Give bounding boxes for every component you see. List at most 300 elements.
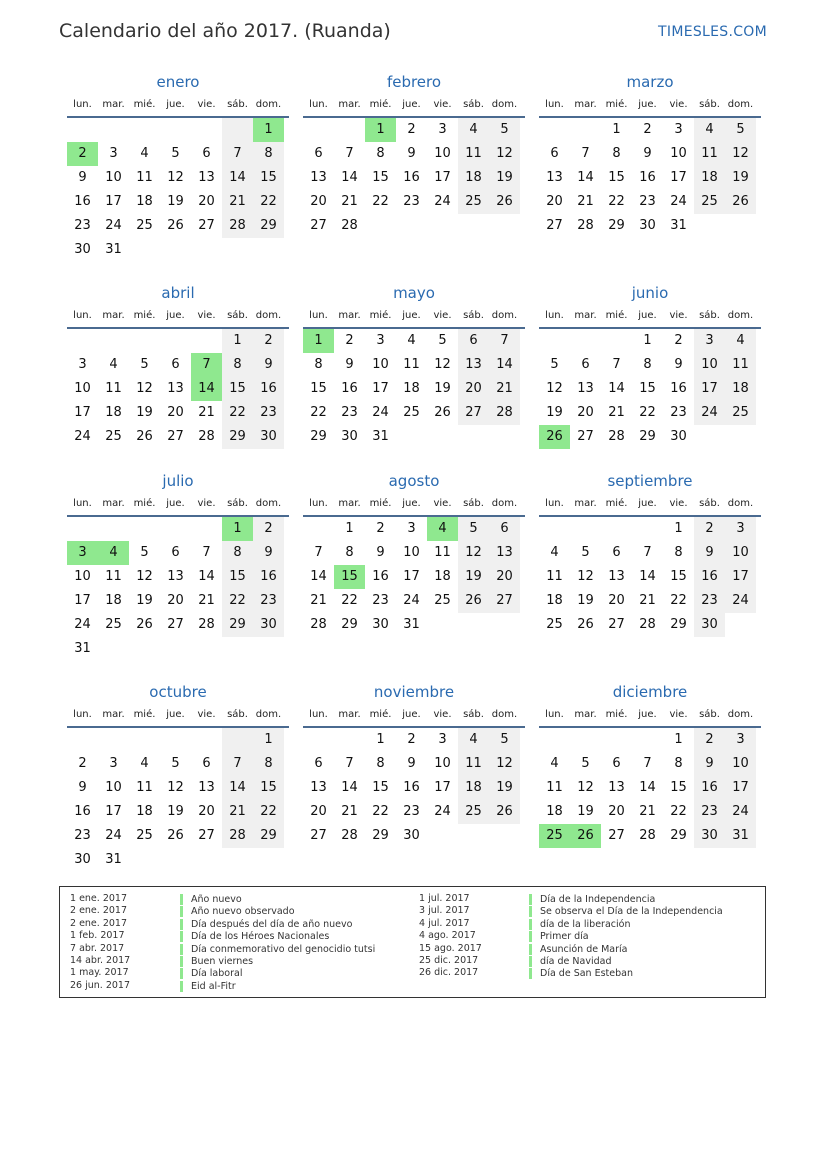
day-cell: 7 [345,146,354,161]
day-cell: 12 [725,142,756,166]
day-cell: 16 [639,170,656,185]
day-blank [160,118,191,142]
day-cell: 3 [376,333,385,348]
month-name: febrero [386,73,442,91]
day-cell: 5 [581,756,590,771]
day-cell-holiday: 25 [539,824,570,848]
day-cell: 18 [546,804,563,819]
day-cell: 6 [171,545,180,560]
weekday-label: mié. [369,310,392,321]
day-blank [67,728,98,752]
weekday-label: jue. [402,310,421,321]
day-cell: 30 [694,824,725,848]
weekday-label: jue. [402,498,421,509]
month-agosto [303,470,525,637]
day-cell: 6 [171,357,180,372]
day-cell: 9 [345,357,354,372]
day-cell: 4 [407,333,416,348]
day-grid [303,728,525,848]
day-cell: 14 [341,780,358,795]
day-cell: 27 [198,828,215,843]
day-cell: 28 [639,617,656,632]
legend-date: 1 may. 2017 [70,967,129,979]
day-cell: 13 [198,170,215,185]
day-cell: 16 [372,569,389,584]
legend-date: 1 jul. 2017 [419,893,470,904]
day-cell: 13 [310,170,327,185]
day-cell: 21 [577,194,594,209]
day-cell: 6 [612,756,621,771]
day-cell: 19 [577,593,594,608]
day-blank [67,329,98,353]
day-blank [570,118,601,142]
weekday-label: jue. [166,709,185,720]
day-cell: 11 [105,381,122,396]
day-cell: 6 [202,756,211,771]
day-cell: 24 [434,804,451,819]
day-cell: 28 [341,828,358,843]
day-blank [98,329,129,353]
weekday-label: mié. [605,498,628,509]
day-cell: 6 [458,329,489,353]
day-cell: 8 [674,756,683,771]
day-cell: 12 [577,569,594,584]
day-cell: 14 [310,569,327,584]
weekday-label: jue. [166,99,185,110]
day-cell: 23 [253,401,284,425]
month-julio [67,470,289,661]
day-cell: 5 [581,545,590,560]
day-cell: 21 [198,405,215,420]
day-cell: 18 [136,804,153,819]
legend-date: 25 dic. 2017 [419,954,479,966]
day-cell: 17 [105,194,122,209]
day-cell: 3 [725,517,756,541]
day-cell: 8 [222,353,253,377]
day-cell: 9 [376,545,385,560]
day-cell: 10 [694,353,725,377]
day-cell: 17 [725,776,756,800]
day-blank [303,728,334,752]
day-cell: 1 [643,333,652,348]
day-cell: 29 [253,214,284,238]
day-cell: 31 [74,641,91,656]
month-name: abril [161,284,195,302]
day-blank [129,329,160,353]
day-cell: 3 [694,329,725,353]
day-cell: 5 [140,357,149,372]
day-cell: 5 [550,357,559,372]
day-cell: 12 [136,569,153,584]
day-cell: 27 [310,218,327,233]
day-cell: 23 [639,194,656,209]
day-cell: 10 [725,752,756,776]
legend-date: 2 ene. 2017 [70,905,127,917]
day-cell: 2 [643,122,652,137]
weekday-label: sáb. [463,310,484,321]
day-cell: 14 [222,166,253,190]
day-cell: 20 [167,593,184,608]
weekday-label: lun. [309,498,328,509]
day-cell: 13 [167,381,184,396]
day-cell: 30 [253,425,284,449]
day-cell: 11 [136,780,153,795]
day-cell: 20 [608,593,625,608]
day-cell: 16 [694,565,725,589]
day-cell: 4 [109,357,118,372]
weekday-label: sáb. [699,310,720,321]
day-cell: 11 [458,752,489,776]
weekday-label: lun. [545,310,564,321]
day-cell: 6 [489,517,520,541]
day-cell: 15 [372,170,389,185]
day-cell: 24 [694,401,725,425]
day-blank [129,118,160,142]
day-cell: 24 [372,405,389,420]
day-cell: 6 [202,146,211,161]
day-cell: 20 [167,405,184,420]
day-cell: 10 [403,545,420,560]
day-cell: 17 [670,170,687,185]
weekday-label: lun. [545,709,564,720]
weekday-label: mar. [574,498,597,509]
day-cell: 22 [372,194,389,209]
day-cell: 31 [105,852,122,867]
day-cell: 1 [222,329,253,353]
day-cell-holiday: 1 [365,118,396,142]
weekday-label: sáb. [699,709,720,720]
weekday-label: jue. [638,99,657,110]
day-cell: 29 [253,824,284,848]
day-cell: 15 [253,776,284,800]
day-blank [191,329,222,353]
day-grid [303,517,525,637]
day-cell: 8 [612,146,621,161]
day-cell: 10 [372,357,389,372]
day-cell: 26 [136,429,153,444]
weekday-label: jue. [638,709,657,720]
day-cell: 16 [670,381,687,396]
day-cell: 12 [577,780,594,795]
weekday-label: mar. [574,310,597,321]
weekday-label: dom. [491,498,518,509]
weekday-label: dom. [491,709,518,720]
day-cell: 31 [372,429,389,444]
day-blank [601,517,632,541]
day-cell: 19 [577,804,594,819]
day-cell: 5 [140,545,149,560]
day-cell: 13 [489,541,520,565]
day-cell: 8 [253,142,284,166]
day-cell: 19 [458,565,489,589]
day-cell: 9 [407,756,416,771]
day-cell: 18 [136,194,153,209]
day-cell: 6 [314,146,323,161]
day-cell: 14 [608,381,625,396]
weekday-label: vie. [197,498,216,509]
day-cell: 21 [222,800,253,824]
day-cell: 21 [489,377,520,401]
weekday-label: vie. [197,709,216,720]
day-cell: 7 [581,146,590,161]
day-cell: 7 [345,756,354,771]
month-name: julio [162,472,194,490]
month-name: marzo [626,73,674,91]
day-cell: 20 [310,194,327,209]
month-febrero [303,71,525,238]
day-cell: 20 [198,804,215,819]
day-cell: 18 [458,776,489,800]
legend-holiday-name: Día después del día de año nuevo [180,919,352,930]
day-cell: 29 [670,617,687,632]
day-cell: 13 [577,381,594,396]
day-cell: 13 [310,780,327,795]
month-diciembre [539,681,761,848]
day-cell: 21 [310,593,327,608]
day-cell: 27 [608,828,625,843]
day-cell: 28 [222,214,253,238]
day-cell: 25 [434,593,451,608]
day-cell: 14 [639,780,656,795]
day-cell: 10 [434,756,451,771]
day-cell: 2 [694,517,725,541]
day-cell: 3 [674,122,683,137]
day-cell-holiday: 4 [427,517,458,541]
day-cell: 22 [372,804,389,819]
day-cell: 15 [608,170,625,185]
day-cell: 14 [222,776,253,800]
day-cell-holiday: 15 [334,565,365,589]
day-cell: 2 [78,756,87,771]
day-cell: 21 [341,804,358,819]
weekday-label: vie. [669,310,688,321]
month-name: noviembre [373,683,455,701]
day-blank [67,517,98,541]
day-cell: 13 [608,780,625,795]
weekday-label: jue. [638,310,657,321]
legend-date: 2 ene. 2017 [70,917,127,929]
day-cell: 11 [725,353,756,377]
day-cell: 28 [608,429,625,444]
day-cell: 19 [136,593,153,608]
day-cell: 8 [674,545,683,560]
weekday-label: lun. [73,99,92,110]
legend-holiday-name: Año nuevo observado [180,906,295,917]
weekday-label: sáb. [227,498,248,509]
legend-holiday-name: Buen viernes [180,956,253,967]
day-cell: 14 [577,170,594,185]
weekday-label: dom. [491,310,518,321]
day-cell-holiday: 26 [570,824,601,848]
day-cell: 2 [407,122,416,137]
day-cell: 18 [694,166,725,190]
weekday-label: mié. [605,310,628,321]
day-cell: 18 [105,405,122,420]
month-marzo [539,71,761,238]
day-cell: 14 [198,569,215,584]
day-blank [539,329,570,353]
weekday-label: mié. [133,99,156,110]
day-blank [334,728,365,752]
weekday-label: lun. [545,99,564,110]
weekday-label: mar. [102,709,125,720]
weekday-label: lun. [545,498,564,509]
day-blank [632,517,663,541]
day-cell: 12 [167,170,184,185]
day-blank [303,118,334,142]
day-cell: 13 [167,569,184,584]
day-grid [539,728,761,848]
day-cell: 6 [550,146,559,161]
day-cell: 28 [639,828,656,843]
day-blank [222,118,253,142]
weekday-header [539,704,761,728]
day-cell: 17 [74,405,91,420]
day-cell: 20 [198,194,215,209]
day-blank [67,118,98,142]
day-cell: 28 [198,429,215,444]
day-cell: 27 [167,617,184,632]
weekday-label: mié. [605,99,628,110]
day-cell: 3 [109,146,118,161]
month-enero [67,71,289,262]
day-cell: 17 [105,804,122,819]
day-cell: 9 [694,541,725,565]
day-cell: 17 [74,593,91,608]
weekday-label: vie. [669,99,688,110]
weekday-label: jue. [166,310,185,321]
day-cell: 29 [608,218,625,233]
day-cell: 12 [167,780,184,795]
legend-date: 1 ene. 2017 [70,893,127,904]
legend-holiday-name: Día de la Independencia [529,894,655,905]
day-blank [129,517,160,541]
day-cell-holiday: 7 [191,353,222,377]
legend-holiday-name: Día conmemorativo del genocidio tutsi [180,944,375,955]
day-cell: 2 [376,521,385,536]
weekday-label: mié. [369,709,392,720]
day-cell: 30 [694,613,725,637]
day-cell: 11 [105,569,122,584]
day-cell: 30 [639,218,656,233]
day-cell: 26 [577,617,594,632]
day-cell: 6 [612,545,621,560]
day-blank [539,118,570,142]
month-junio [539,282,761,449]
day-blank [570,728,601,752]
day-cell: 18 [434,569,451,584]
weekday-label: dom. [727,99,754,110]
weekday-label: dom. [727,310,754,321]
day-cell: 9 [694,752,725,776]
day-cell: 8 [314,357,323,372]
day-cell: 10 [74,381,91,396]
day-cell: 4 [694,118,725,142]
day-cell: 16 [74,804,91,819]
day-cell: 6 [581,357,590,372]
day-grid [303,329,525,449]
weekday-label: lun. [309,99,328,110]
day-cell: 17 [725,565,756,589]
day-cell: 9 [643,146,652,161]
site-logo-link[interactable]: TIMESLES.COM [658,24,767,40]
weekday-label: mié. [369,99,392,110]
holiday-legend [59,886,766,998]
weekday-label: lun. [73,498,92,509]
weekday-label: mar. [574,709,597,720]
day-blank [191,517,222,541]
day-blank [191,728,222,752]
day-cell: 10 [105,780,122,795]
day-cell: 28 [341,218,358,233]
day-cell: 15 [310,381,327,396]
day-cell: 16 [403,170,420,185]
day-grid [539,329,761,449]
day-cell: 27 [310,828,327,843]
day-blank [160,728,191,752]
day-cell: 27 [577,429,594,444]
day-cell: 18 [403,381,420,396]
day-cell: 17 [403,569,420,584]
day-cell: 31 [670,218,687,233]
day-cell: 24 [725,800,756,824]
day-cell: 28 [577,218,594,233]
day-cell: 3 [109,756,118,771]
day-cell: 25 [105,617,122,632]
day-cell: 11 [434,545,451,560]
month-mayo [303,282,525,449]
day-cell: 4 [725,329,756,353]
day-cell: 23 [341,405,358,420]
day-cell: 4 [140,146,149,161]
day-cell: 30 [341,429,358,444]
legend-holiday-name: Primer día [529,931,589,942]
day-cell: 23 [670,405,687,420]
weekday-label: mié. [369,498,392,509]
day-grid [539,118,761,238]
legend-holiday-name: Se observa el Día de la Independencia [529,906,723,917]
day-cell: 29 [222,613,253,637]
weekday-label: dom. [255,498,282,509]
day-cell: 9 [407,146,416,161]
day-cell: 2 [253,329,284,353]
day-blank [601,329,632,353]
weekday-header [67,305,289,329]
day-cell: 25 [458,190,489,214]
day-blank [570,517,601,541]
day-cell: 23 [403,194,420,209]
day-cell: 23 [253,589,284,613]
day-cell: 19 [434,381,451,396]
day-cell: 30 [372,617,389,632]
day-cell: 3 [78,357,87,372]
day-cell: 26 [458,589,489,613]
day-cell: 31 [725,824,756,848]
day-cell: 22 [608,194,625,209]
day-cell: 3 [438,732,447,747]
day-cell: 16 [403,780,420,795]
legend-date: 15 ago. 2017 [419,942,482,954]
weekday-label: sáb. [699,99,720,110]
day-cell: 15 [670,780,687,795]
day-cell: 11 [136,170,153,185]
day-cell: 24 [434,194,451,209]
day-cell: 9 [253,541,284,565]
day-cell: 12 [434,357,451,372]
day-cell: 9 [674,357,683,372]
day-cell-holiday: 2 [67,142,98,166]
day-cell: 21 [222,190,253,214]
